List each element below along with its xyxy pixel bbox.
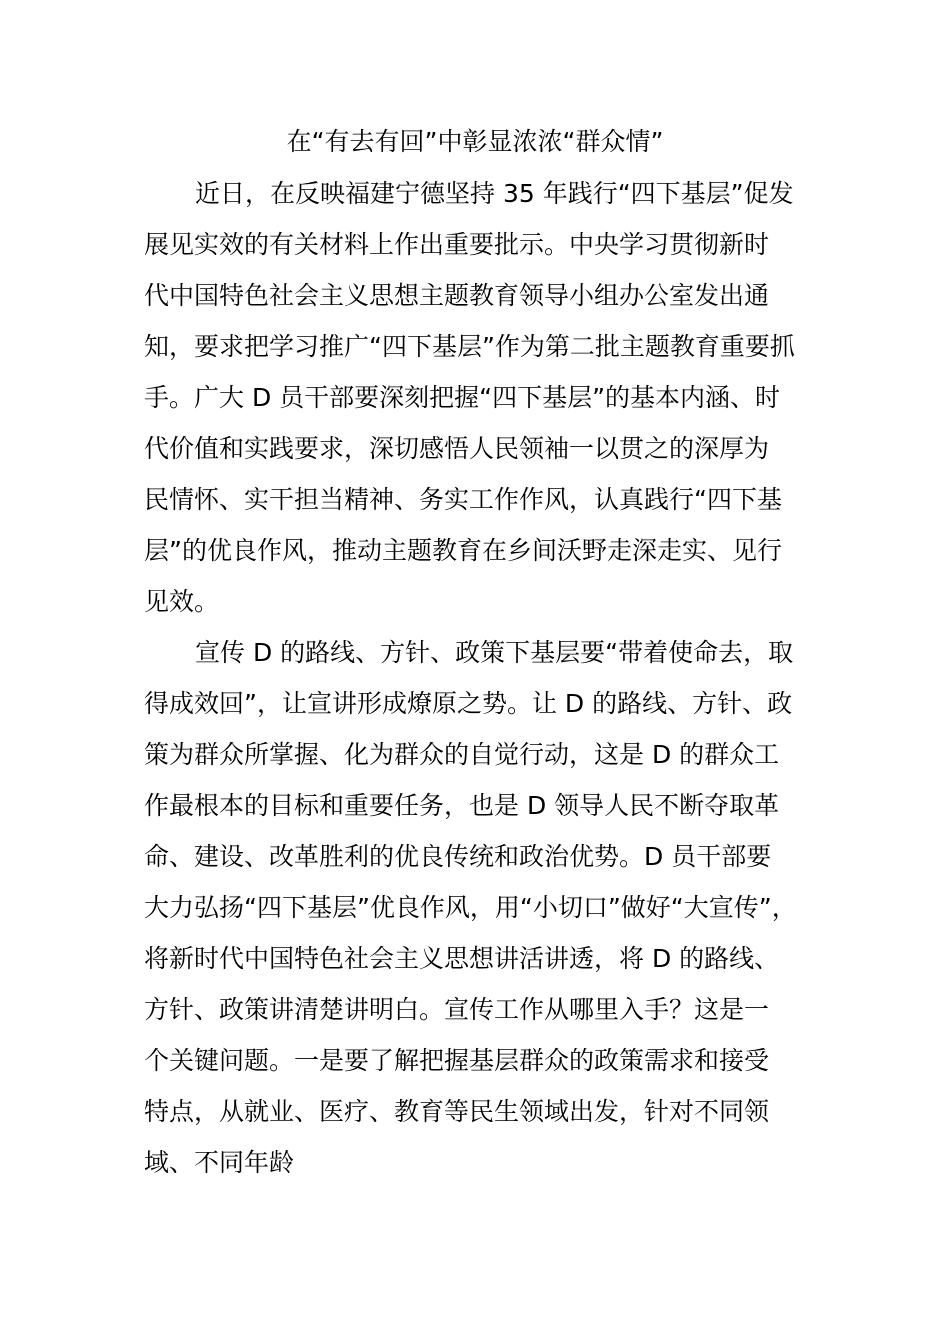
paragraph-line: 知，要求把学习推广“四下基层”作为第二批主题教育重要抓 — [144, 332, 795, 361]
paragraph-line: 策为群众所掌握、化为群众的自觉行动，这是 D 的群众工 — [144, 740, 780, 769]
paragraph-line: 层”的优良作风，推动主题教育在乡间沃野走深走实、见行 — [144, 536, 782, 565]
paragraph-line: 作最根本的目标和重要任务，也是 D 领导人民不断夺取革 — [144, 791, 780, 820]
paragraph-line: 将新时代中国特色社会主义思想讲活讲透，将 D 的路线、 — [144, 944, 780, 973]
paragraph-line: 得成效回”，让宣讲形成燎原之势。让 D 的路线、方针、政 — [144, 689, 793, 718]
document-body — [144, 168, 808, 1188]
document-title: 在“有去有回”中彰显浓浓“群众情” — [286, 127, 664, 156]
paragraph-line: 民情怀、实干担当精神、务实工作作风，认真践行“四下基 — [144, 485, 782, 514]
paragraph-line: 近日，在反映福建宁德坚持 35 年践行“四下基层”促发 — [195, 179, 794, 208]
paragraph-line: 手。广大 D 员干部要深刻把握“四下基层”的基本内涵、时 — [144, 383, 781, 412]
paragraph-line: 个关键问题。一是要了解把握基层群众的政策需求和接受 — [144, 1046, 770, 1075]
paragraph-2 — [144, 627, 808, 1188]
paragraph-line: 命、建设、改革胜利的优良传统和政治优势。D 员干部要 — [144, 842, 772, 871]
paragraph-line: 特点，从就业、医疗、教育等民生领域出发，针对不同领 — [144, 1097, 770, 1126]
paragraph-line: 代价值和实践要求，深切感悟人民领袖一以贯之的深厚为 — [144, 434, 770, 463]
paragraph-line: 方针、政策讲清楚讲明白。宣传工作从哪里入手？这是一 — [144, 995, 770, 1024]
paragraph-line: 宣传 D 的路线、方针、政策下基层要“带着使命去，取 — [195, 638, 794, 667]
paragraph-line: 见效。 — [144, 587, 220, 616]
paragraph-line: 代中国特色社会主义思想主题教育领导小组办公室发出通 — [144, 281, 770, 310]
paragraph-1 — [144, 168, 808, 627]
paragraph-line: 域、不同年龄 — [144, 1148, 295, 1177]
paragraph-line: 展见实效的有关材料上作出重要批示。中央学习贯彻新时 — [144, 230, 770, 259]
paragraph-line: 大力弘扬“四下基层”优良作风，用“小切口”做好“大宣传”， — [144, 893, 797, 922]
